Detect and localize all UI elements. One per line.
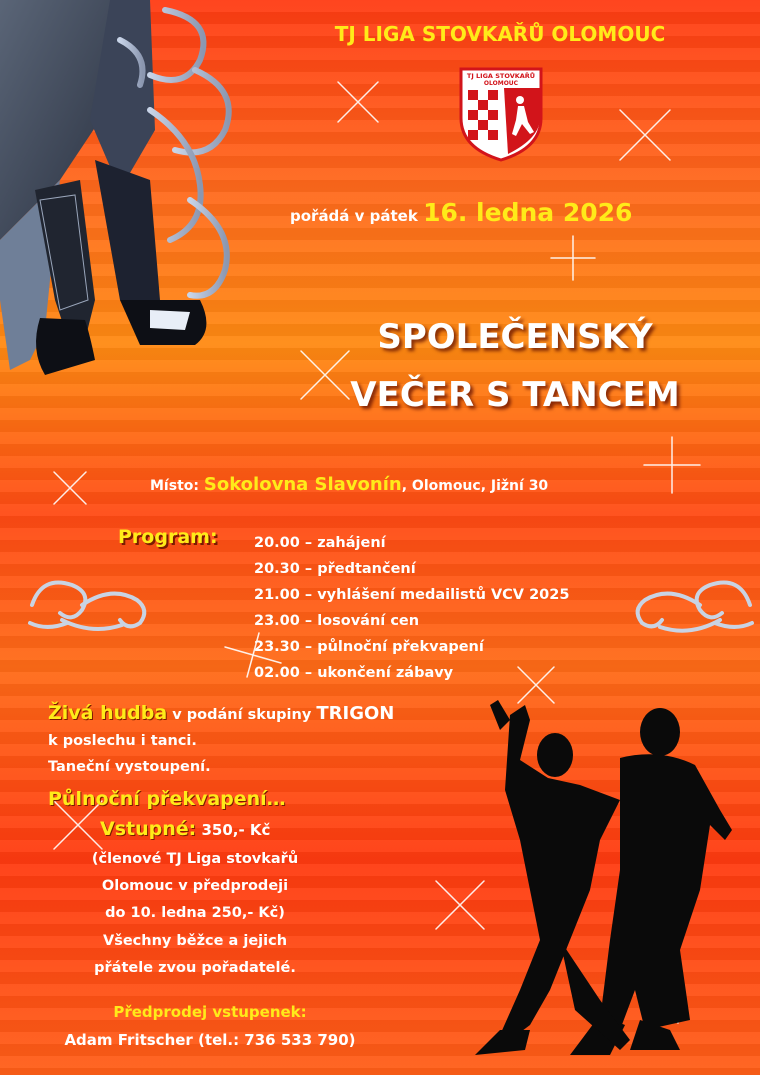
invitation-text	[50, 928, 340, 982]
ornament-right	[625, 565, 760, 645]
program-item: 23.00 – losování cen	[254, 613, 420, 629]
music-text: v podání skupiny	[167, 707, 317, 723]
music-line3: Taneční vystoupení.	[48, 759, 211, 775]
midnight-surprise: Půlnoční překvapení…	[48, 788, 286, 810]
program-list	[254, 530, 569, 686]
organizer-title: TJ LIGA STOVKAŘŮ OLOMOUC	[334, 22, 666, 46]
logo-text-line2: OLOMOUC	[483, 80, 519, 87]
program-item: 20.00 – zahájení	[254, 535, 386, 551]
presale-title: Předprodej vstupenek:	[113, 1003, 307, 1021]
presale-contact: Adam Fritscher (tel.: 736 533 790)	[64, 1031, 356, 1049]
music-line2: k poslechu i tanci.	[48, 733, 197, 749]
headline-line1: SPOLEČENSKÝ	[377, 317, 653, 357]
music-info	[48, 700, 394, 780]
venue-address: , Olomouc, Jižní 30	[401, 478, 549, 494]
invite-line1: Všechny běžce a jejich	[102, 933, 288, 949]
band-name: TRIGON	[316, 703, 395, 724]
live-music-label: Živá hudba	[48, 702, 168, 724]
program-item: 23.30 – půlnoční překvapení	[254, 639, 484, 655]
date-line	[290, 198, 632, 227]
program-item: 21.00 – vyhlášení medailistů VCV 2025	[254, 587, 570, 603]
member-line1: (členové TJ Liga stovkařů	[91, 851, 299, 867]
date-prefix: pořádá v pátek	[290, 207, 418, 225]
entry-fee	[100, 818, 270, 840]
venue-line	[150, 474, 548, 495]
presale-info	[30, 998, 390, 1054]
invite-line2: přátele zvou pořadatelé.	[94, 960, 296, 976]
ornament-left	[22, 565, 157, 640]
member-discount	[50, 846, 340, 927]
event-date: 16. ledna 2026	[423, 198, 633, 227]
venue-name: Sokolovna Slavonín	[203, 474, 402, 495]
logo-text-line1: TJ LIGA STOVKAŘŮ	[466, 72, 536, 80]
entry-label: Vstupné:	[100, 818, 197, 840]
event-headline	[285, 308, 745, 424]
club-logo	[458, 66, 544, 162]
headline-line2: VEČER S TANCEM	[350, 375, 680, 415]
entry-price: 350,- Kč	[196, 821, 271, 839]
member-line2: Olomouc v předprodeji	[101, 878, 289, 894]
dancing-couple-silhouette	[470, 690, 760, 1075]
program-item: 02.00 – ukončení zábavy	[254, 665, 454, 681]
program-label: Program:	[118, 526, 218, 548]
program-item: 20.30 – předtančení	[254, 561, 416, 577]
member-line3: do 10. ledna 250,- Kč)	[105, 905, 285, 921]
venue-label: Místo:	[150, 478, 199, 494]
